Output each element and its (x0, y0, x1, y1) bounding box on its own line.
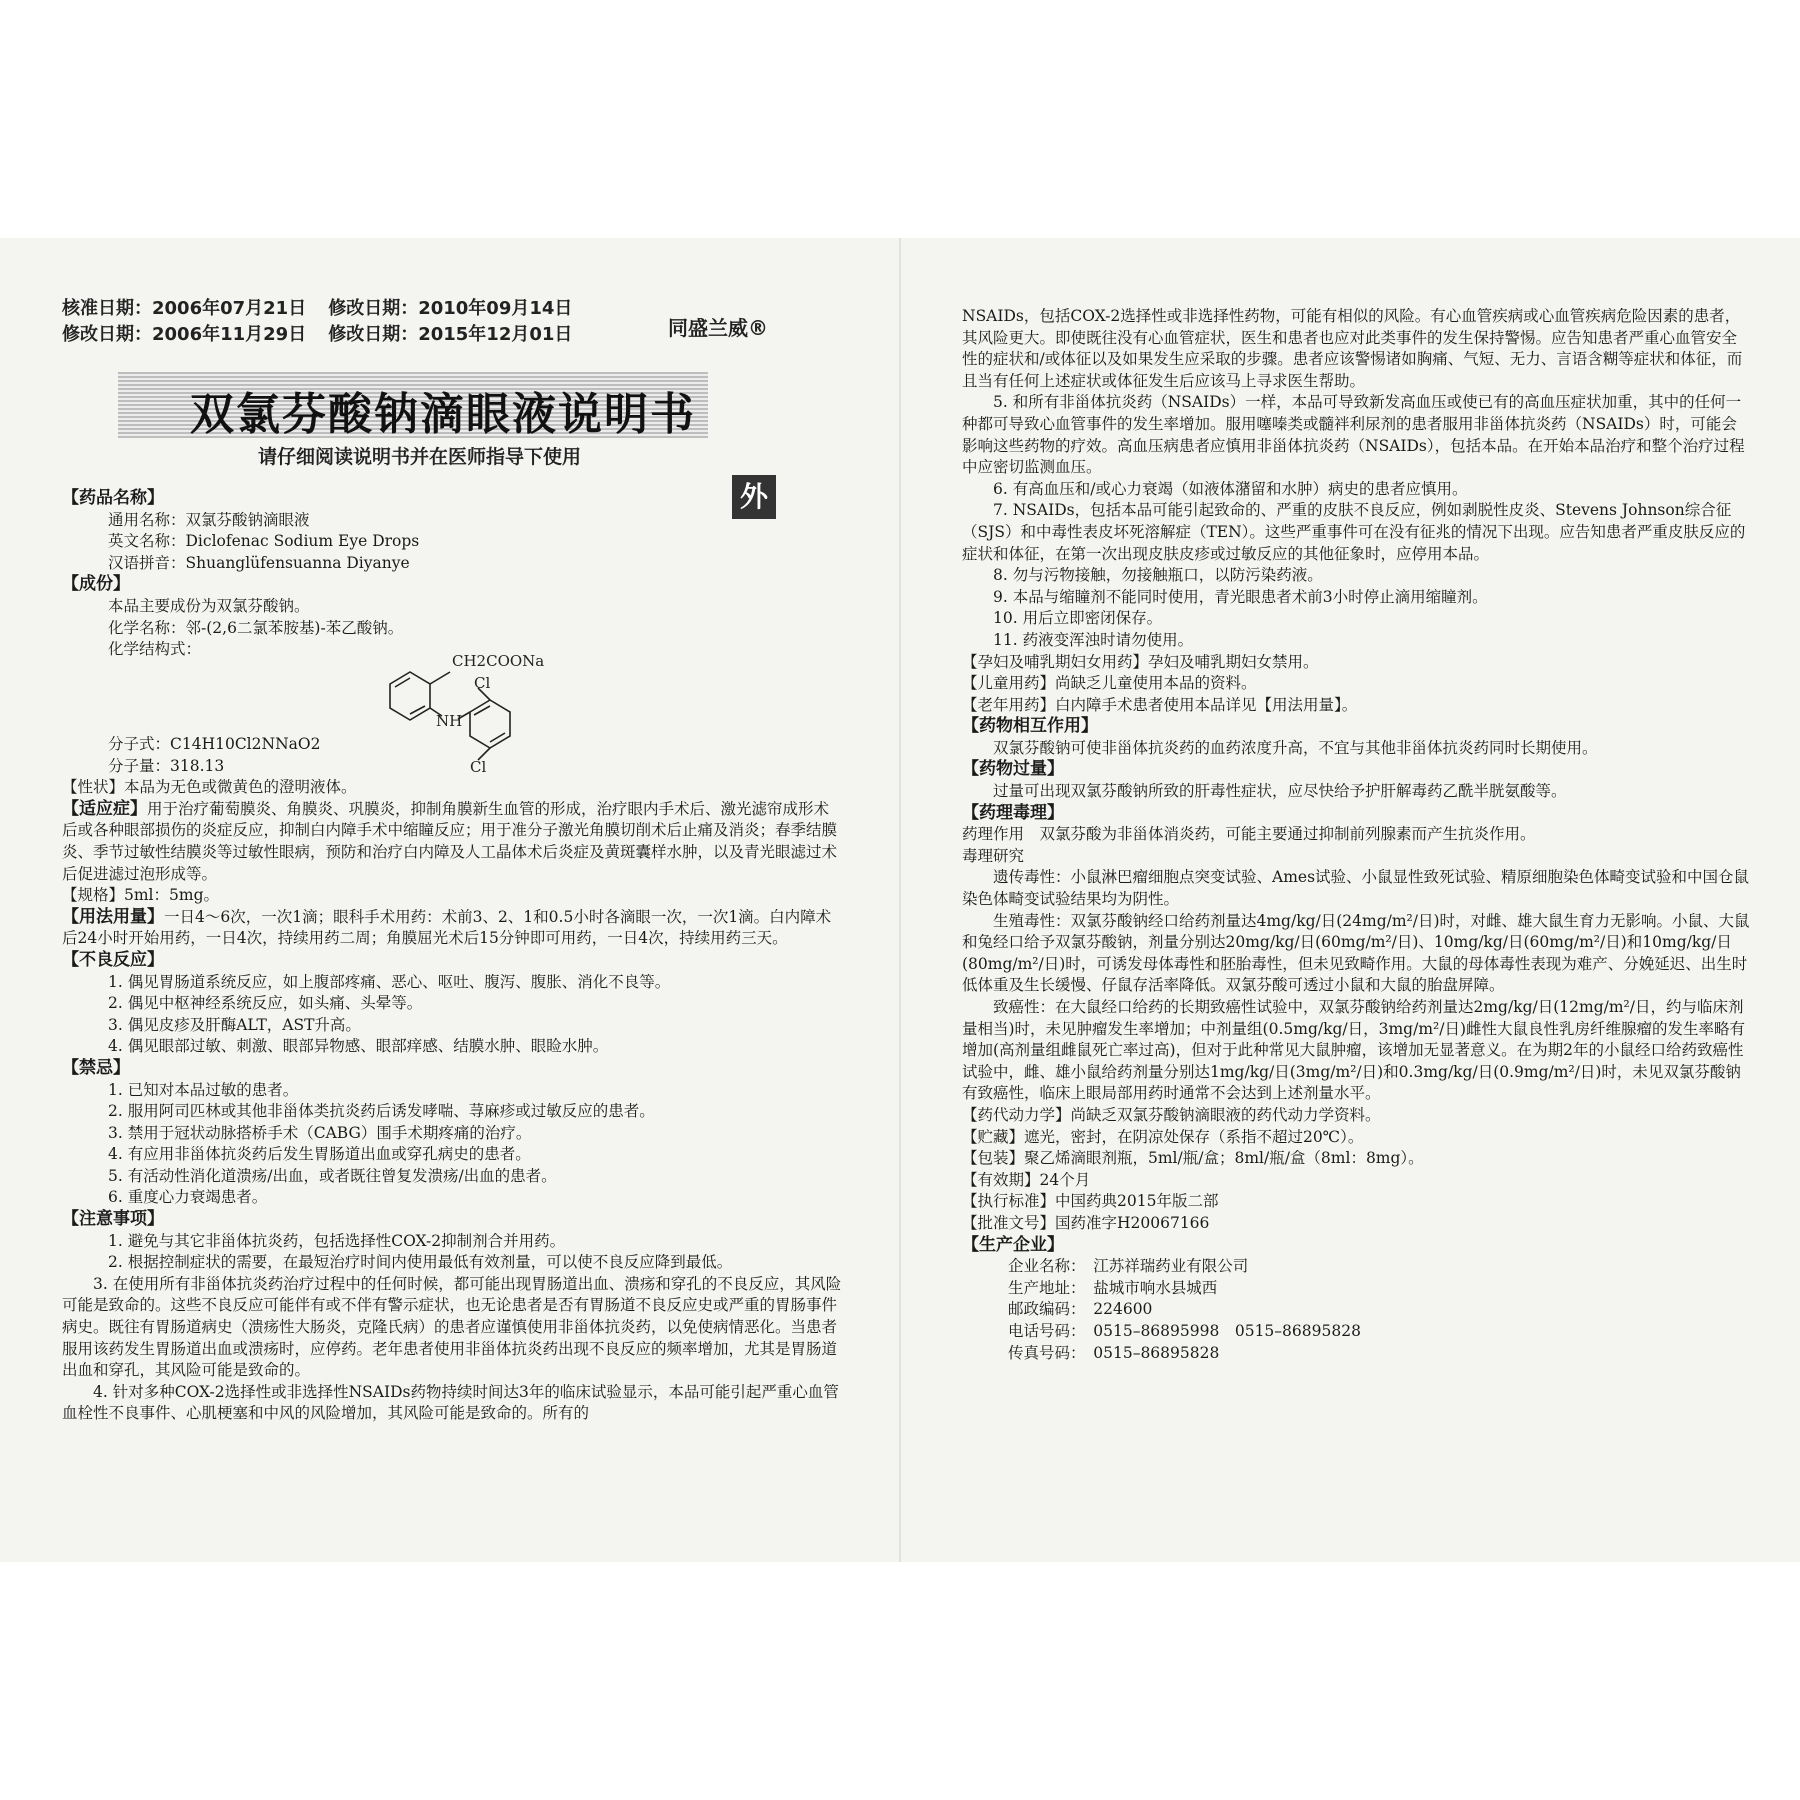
section-heading: 【禁忌】 (62, 1057, 130, 1078)
section-heading: 【药物过量】 (962, 759, 1064, 780)
reproductive-toxicity-text: 生殖毒性：双氯芬酸钠经口给药剂量达4mg/kg/日(24mg/m²/日)时，对雌、雄大鼠生育力无影响。小鼠、大鼠和兔经口给予双氯芬酸钠，剂量分别达20mg/kg/日(60mg/m²/日)、10mg/kg/日(60mg/m²/日)和10mg/kg/日(80mg/m²/日)时，可诱发母体毒性和胚胎毒性，但未见致畸作用。大鼠的母体毒性表现为难产、分娩延迟、出生时低体重及生长缓慢、仔鼠存活率降低。双氯芬酸可透过小鼠和大鼠的胎盘屏障。 (962, 911, 1750, 995)
section-heading: 【适应症】 (62, 798, 147, 819)
list-item: 1. 已知对本品过敏的患者。 (108, 1080, 299, 1099)
list-item: 1. 避免与其它非甾体抗炎药，包括选择性COX-2抑制剂合并用药。 (108, 1231, 566, 1250)
list-item: 3. 禁用于冠状动脉搭桥手术（CABG）围手术期疼痛的治疗。 (108, 1123, 532, 1142)
postal-code: 邮政编码： 224600 (1008, 1300, 1153, 1319)
struct-amine: NH (436, 712, 463, 730)
appearance: 【性状】本品为无色或微黄色的澄明液体。 (62, 778, 357, 797)
struct-side-chain: CH2COONa (452, 652, 545, 670)
list-item: 5. 和所有非甾体抗炎药（NSAIDs）一样，本品可导致新发高血压或使已有的高血压症状加重，其中的任何一种都可导致心血管事件的发生率增加。服用噻嗪类或髓袢利尿剂的患者服用非甾体抗炎药（NSAIDs）时，可能会影响这些药物的疗效。高血压病患者应慎用非甾体抗炎药（NSAIDs），包括本品。在开始本品治疗和整个治疗过程中应密切监测血压。 (962, 393, 1745, 477)
pregnancy-use: 【孕妇及哺乳期妇女用药】孕妇及哺乳期妇女禁用。 (962, 652, 1319, 671)
section-heading: 【不良反应】 (62, 949, 164, 970)
revision-date: 修改日期：2015年12月01日 (328, 324, 573, 345)
overdose-text: 过量可出现双氯芬酸钠所致的肝毒性症状，应尽快给予护肝解毒药乙酰半胱氨酸等。 (993, 782, 1567, 801)
dosage-text: 一日4～6次，一次1滴；眼科手术用药：术前3、2、1和0.5小时各滴眼一次，一次1滴。白内障术后24小时开始用药，一日4次，持续用药二周；角膜屈光术后15分钟即可用药，一日4次，持续用药三天。 (62, 907, 832, 948)
section-heading: 【生产企业】 (962, 1234, 1064, 1255)
section-heading: 【药物相互作用】 (962, 716, 1098, 737)
list-item: 10. 用后立即密闭保存。 (993, 609, 1163, 628)
external-use-badge: 外 (732, 475, 776, 519)
molecular-formula: 分子式：C14H10Cl2NNaO2 (108, 735, 321, 753)
left-column-cont (62, 734, 842, 1425)
genotoxicity-text: 遗传毒性：小鼠淋巴瘤细胞点突变试验、Ames试验、小鼠显性致死试验、精原细胞染色体畸变试验和中国仓鼠染色体畸变试验结果均为阴性。 (962, 868, 1750, 909)
section-heading: 【药理毒理】 (962, 802, 1064, 823)
revision-date: 修改日期：2006年11月29日 (62, 324, 307, 345)
molecular-weight: 分子量：318.13 (108, 756, 225, 775)
fold-line (899, 238, 901, 1562)
pharmacokinetics: 【药代动力学】尚缺乏双氯芬酸钠滴眼液的药代动力学资料。 (962, 1105, 1381, 1124)
document-title: 双氯芬酸钠滴眼液说明书 (190, 389, 696, 440)
geriatric-use: 【老年用药】白内障手术患者使用本品详见【用法用量】。 (962, 695, 1358, 714)
list-item: 6. 重度心力衰竭患者。 (108, 1188, 268, 1207)
fax-number: 传真号码： 0515–86895828 (1008, 1343, 1220, 1362)
list-item: 7. NSAIDs，包括本品可能引起致命的、严重的皮肤不良反应，例如剥脱性皮炎、Stevens Johnson综合征（SJS）和中毒性表皮坏死溶解症（TEN）。这些严重事件可在没有征兆的情况下出现。应告知患者严重皮肤反应的症状和体征，在第一次出现皮肤皮疹或过敏反应的其他征象时，应停用本品。 (962, 501, 1746, 563)
indications-text: 用于治疗葡萄膜炎、角膜炎、巩膜炎，抑制角膜新生血管的形成，治疗眼内手术后、激光滤帘成形术后或各种眼部损伤的炎症反应，抑制白内障手术中缩瞳反应；用于准分子激光角膜切削术后止痛及消炎；春季结膜炎、季节过敏性结膜炎等过敏性眼病，预防和治疗白内障及人工晶体术后炎症及黄斑囊样水肿，以及青光眼滤过术后促进滤过泡形成等。 (62, 799, 838, 883)
list-item: 11. 药液变浑浊时请勿使用。 (993, 630, 1194, 649)
pharmacology-text: 药理作用 双氯芬酸为非甾体消炎药，可能主要通过抑制前列腺素而产生抗炎作用。 (962, 825, 1536, 844)
manufacturer-name: 企业名称： 江苏祥瑞药业有限公司 (1008, 1257, 1249, 1276)
toxicology-heading: 毒理研究 (962, 846, 1025, 865)
standard: 【执行标准】中国药典2015年版二部 (962, 1192, 1219, 1211)
section-heading: 【用法用量】 (62, 906, 164, 927)
specification: 【规格】5ml：5mg。 (62, 886, 219, 905)
phone-number: 电话号码： 0515–86895998 0515–86895828 (1008, 1321, 1361, 1340)
struct-chloro-bottom: Cl (470, 758, 487, 774)
right-column (962, 306, 1752, 1364)
chemical-name: 化学名称：邻-(2,6二氯苯胺基)-苯乙酸钠。 (108, 618, 404, 637)
generic-name: 通用名称：双氯芬酸钠滴眼液 (108, 510, 310, 529)
precaution-continued: NSAIDs，包括COX-2选择性或非选择性药物，可能有相似的风险。有心血管疾病或心血管疾病危险因素的患者，其风险更大。即使既往没有心血管症状，医生和患者也应对此类事件的发生保持警惕。应告知患者严重心血管安全性的症状和/或体征以及如果发生应采取的步骤。患者应该警惕诸如胸痛、气短、无力、言语含糊等症状和体征，而且当有任何上述症状或体征发生后应该马上寻求医生帮助。 (962, 307, 1743, 390)
list-item: 1. 偶见胃肠道系统反应，如上腹部疼痛、恶心、呕吐、腹泻、腹胀、消化不良等。 (108, 972, 671, 991)
packaging: 【包装】聚乙烯滴眼剂瓶，5ml/瓶/盒；8ml/瓶/盒（8ml：8mg）。 (962, 1149, 1424, 1168)
list-item: 2. 根据控制症状的需要，在最短治疗时间内使用最低有效剂量，可以使不良反应降到最低。 (108, 1253, 733, 1272)
list-item: 4. 偶见眼部过敏、刺激、眼部异物感、眼部痒感、结膜水肿、眼睑水肿。 (108, 1037, 609, 1056)
storage: 【贮藏】遮光，密封，在阴凉处保存（系指不超过20℃）。 (962, 1127, 1364, 1146)
list-item: 2. 偶见中枢神经系统反应，如头痛、头晕等。 (108, 994, 423, 1013)
interactions-text: 双氯芬酸钠可使非甾体抗炎药的血药浓度升高，不宜与其他非甾体抗炎药同时长期使用。 (993, 738, 1598, 757)
revision-date: 修改日期：2010年09月14日 (328, 298, 573, 319)
section-heading: 【成份】 (62, 574, 130, 595)
shelf-life: 【有效期】24个月 (962, 1170, 1091, 1189)
list-item: 3. 在使用所有非甾体抗炎药治疗过程中的任何时候，都可能出现胃肠道出血、溃疡和穿孔的不良反应，其风险可能是致命的。这些不良反应可能伴有或不伴有警示症状，也无论患者是否有胃肠道不良反应史或严重的胃肠事件病史。既往有胃肠道病史（溃疡性大肠炎，克隆氏病）的患者应谨慎使用非甾体抗炎药，以免使病情恶化。当患者服用该药发生胃肠道出血或溃疡时，应停药。老年患者使用非甾体抗炎药出现不良反应的频率增加，尤其是胃肠道出血和穿孔，其风险可能是致命的。 (62, 1274, 842, 1380)
carcinogenicity-text: 致癌性：在大鼠经口给药的长期致癌性试验中，双氯芬酸钠给药剂量达2mg/kg/日(12mg/m²/日，约与临床剂量相当)时，未见肿瘤发生率增加；中剂量组(0.5mg/kg/日，3mg/m²/日)雌性大鼠良性乳房纤维腺瘤的发生率略有增加(高剂量组雌鼠死亡率过高)，但对于此种常见大鼠肿瘤，该增加无显著意义。在为期2年的小鼠经口给药致癌性试验中，雌、雄小鼠给药剂量分别达1mg/kg/日(3mg/m²/日)和0.3mg/kg/日(0.9mg/m²/日)时，未见双氯芬酸钠有致癌性，临床上眼局部用药时通常不会达到上述剂量水平。 (962, 998, 1746, 1103)
section-heading: 【注意事项】 (62, 1209, 164, 1230)
approval-date: 核准日期：2006年07月21日 (62, 298, 307, 319)
section-heading: 【药品名称】 (62, 488, 164, 508)
english-name: 英文名称：Diclofenac Sodium Eye Drops (108, 532, 420, 551)
document-subtitle: 请仔细阅读说明书并在医师指导下使用 (258, 446, 582, 468)
list-item: 4. 针对多种COX-2选择性或非选择性NSAIDs药物持续时间达3年的临床试验显示，本品可能引起严重心血管血栓性不良事件、心肌梗塞和中风的风险增加，其风险可能是致命的。所有的 (62, 1382, 839, 1423)
composition-text: 本品主要成份为双氯芬酸钠。 (108, 596, 310, 615)
list-item: 5. 有活动性消化道溃疡/出血，或者既往曾复发溃疡/出血的患者。 (108, 1166, 557, 1185)
pediatric-use: 【儿童用药】尚缺乏儿童使用本品的资料。 (962, 674, 1257, 693)
manufacturer-address: 生产地址： 盐城市响水县城西 (1008, 1278, 1218, 1297)
list-item: 2. 服用阿司匹林或其他非甾体类抗炎药后诱发哮喘、荨麻疹或过敏反应的患者。 (108, 1102, 655, 1121)
list-item: 3. 偶见皮疹及肝酶ALT，AST升高。 (108, 1015, 361, 1034)
approval-dates (62, 296, 572, 348)
structure-label: 化学结构式： (108, 640, 202, 659)
struct-chloro-top: Cl (474, 674, 491, 692)
list-item: 9. 本品与缩瞳剂不能同时使用，青光眼患者术前3小时停止滴用缩瞳剂。 (993, 587, 1488, 606)
list-item: 8. 勿与污物接触，勿接触瓶口，以防污染药液。 (993, 566, 1323, 585)
brand-name: 同盛兰威® (668, 316, 768, 340)
list-item: 4. 有应用非甾体抗炎药后发生胃肠道出血或穿孔病史的患者。 (108, 1145, 531, 1164)
pinyin-name: 汉语拼音：Shuanglüfensuanna Diyanye (108, 553, 410, 572)
list-item: 6. 有高血压和/或心力衰竭（如液体潴留和水肿）病史的患者应慎用。 (993, 479, 1468, 498)
left-column (62, 488, 842, 661)
approval-number: 【批准文号】国药准字H20067166 (962, 1213, 1210, 1232)
